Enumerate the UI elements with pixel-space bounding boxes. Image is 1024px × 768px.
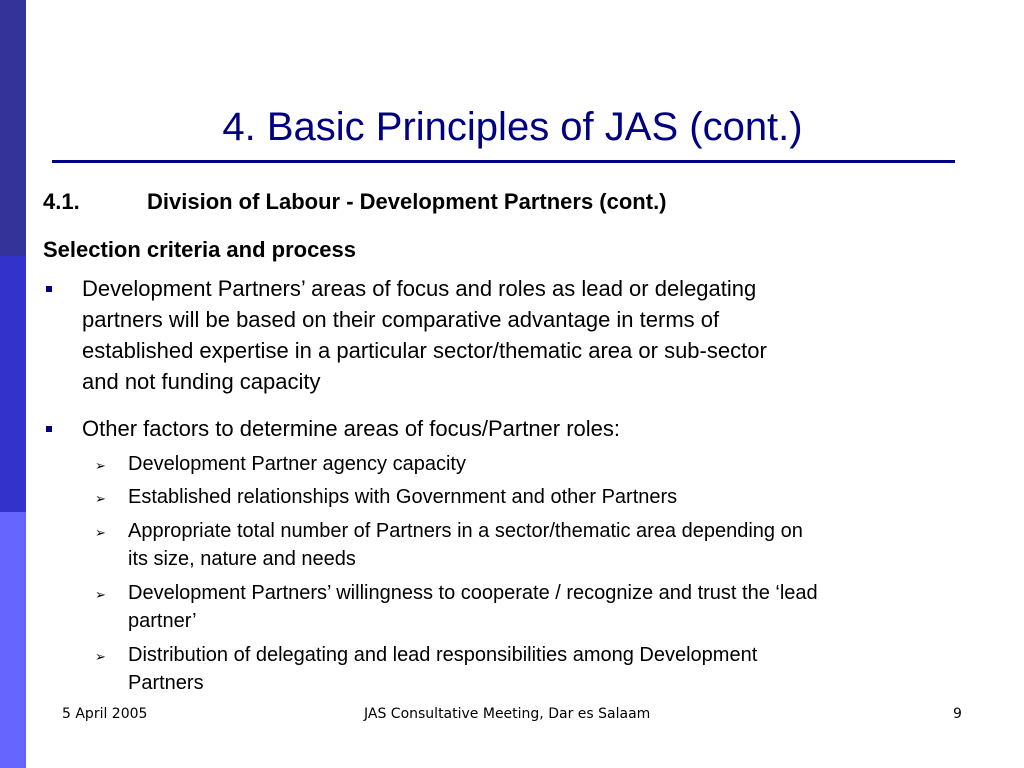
- sub-bullet-line: Partners: [128, 672, 204, 694]
- bullet-line: partners will be based on their comparative advantage in terms of: [82, 307, 720, 332]
- sub-bullet-line: Appropriate total number of Partners in a sector/thematic area depending on: [128, 520, 803, 542]
- sub-bullet-line: Distribution of delegating and lead responsibilities among Development: [128, 644, 758, 666]
- sub-bullet-line: Development Partner agency capacity: [128, 453, 466, 475]
- bullet-line: Other factors to determine areas of focus/Partner roles:: [82, 416, 621, 441]
- title-underline: [52, 160, 955, 163]
- arrow-bullet-icon: ➢: [95, 458, 106, 473]
- bullet-line: and not funding capacity: [82, 369, 321, 394]
- footer-date: 5 April 2005: [62, 706, 148, 722]
- section-title: Division of Labour - Development Partners (cont.): [147, 189, 667, 214]
- bullet-line: Development Partners’ areas of focus and roles as lead or delegating: [82, 276, 757, 301]
- arrow-bullet-icon: ➢: [95, 587, 106, 602]
- arrow-bullet-icon: ➢: [95, 525, 106, 540]
- arrow-bullet-icon: ➢: [95, 649, 106, 664]
- sub-bullet-line: its size, nature and needs: [128, 548, 356, 570]
- bullet-item: [82, 413, 982, 444]
- bullet-item: [82, 273, 982, 397]
- sub-bullet-line: Development Partners’ willingness to cooperate / recognize and trust the ‘lead: [128, 582, 818, 604]
- footer-page-number: 9: [953, 706, 962, 722]
- sub-bullet-line: partner’: [128, 610, 197, 632]
- bullet-line: established expertise in a particular sector/thematic area or sub-sector: [82, 338, 767, 363]
- section-heading: [43, 189, 667, 215]
- section-number: 4.1.: [43, 189, 80, 214]
- slide-title: 4. Basic Principles of JAS (cont.): [222, 105, 803, 149]
- sub-bullet-item: [128, 450, 1013, 478]
- footer-meeting: JAS Consultative Meeting, Dar es Salaam: [364, 706, 651, 722]
- square-bullet-icon: [46, 286, 52, 292]
- sidebar-stripe: [0, 0, 26, 768]
- sidebar-stripe-bottom: [0, 512, 26, 768]
- sub-bullet-item: [128, 579, 1013, 635]
- square-bullet-icon: [46, 426, 52, 432]
- criteria-heading: Selection criteria and process: [43, 237, 357, 262]
- sub-bullet-item: [128, 641, 1013, 697]
- sidebar-stripe-top: [0, 0, 26, 256]
- arrow-bullet-icon: ➢: [95, 491, 106, 506]
- sub-bullet-item: [128, 483, 1013, 511]
- sidebar-stripe-middle: [0, 256, 26, 512]
- sub-bullet-line: Established relationships with Government and other Partners: [128, 486, 678, 508]
- sub-bullet-item: [128, 517, 1013, 573]
